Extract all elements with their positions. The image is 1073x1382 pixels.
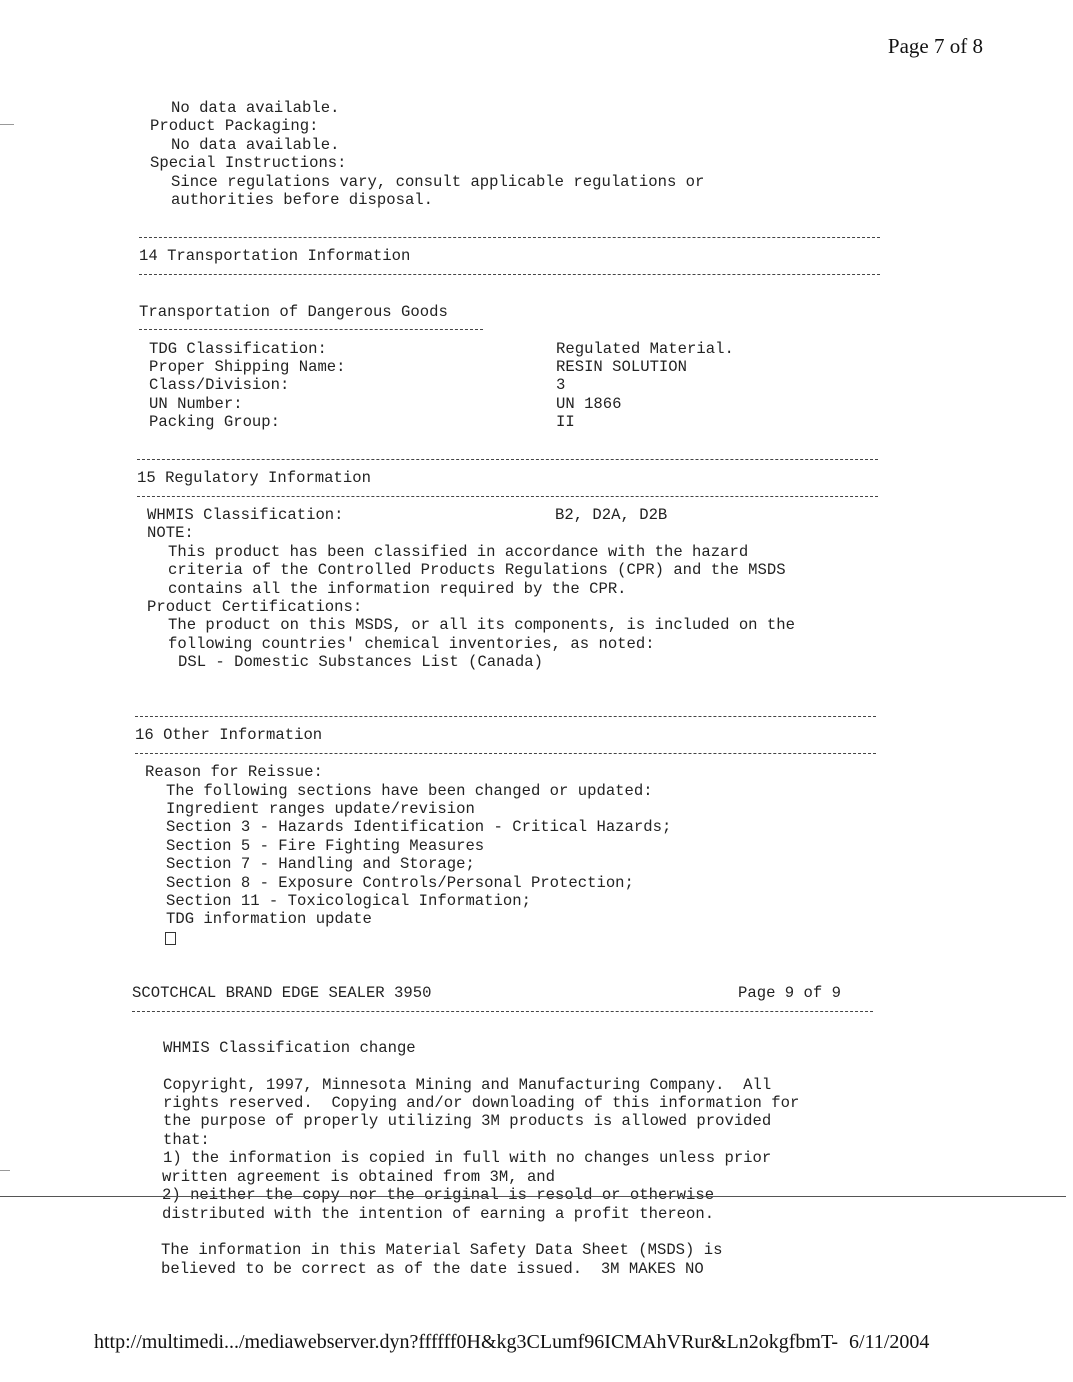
- copyright-line: 1) the information is copied in full with no changes unless prior: [163, 1149, 772, 1167]
- note-line: contains all the information required by the CPR.: [168, 580, 627, 598]
- margin-tick: [0, 124, 14, 125]
- instructions-line: authorities before disposal.: [171, 191, 434, 209]
- section-divider: [139, 237, 880, 238]
- reason-line: Section 11 - Toxicological Information;: [166, 892, 531, 910]
- reason-line: Section 7 - Handling and Storage;: [166, 855, 475, 873]
- section-14-heading: 14 Transportation Information: [139, 247, 411, 265]
- copyright-line: the purpose of properly utilizing 3M products is allowed provided: [163, 1112, 772, 1130]
- certifications-label: Product Certifications:: [147, 598, 363, 616]
- tdg-row-value: RESIN SOLUTION: [556, 358, 688, 376]
- tdg-row-label: UN Number:: [149, 395, 243, 413]
- whmis-value: B2, D2A, D2B: [555, 506, 668, 524]
- reason-line: The following sections have been changed or updated:: [166, 782, 653, 800]
- print-date: 6/11/2004: [849, 1331, 930, 1353]
- product-packaging-label: Product Packaging:: [150, 117, 319, 135]
- copyright-line: written agreement is obtained from 3M, and: [162, 1168, 556, 1186]
- footer-divider: [132, 1011, 873, 1012]
- section-divider: [139, 274, 880, 275]
- reason-label: Reason for Reissue:: [145, 763, 323, 781]
- section-divider: [137, 496, 878, 497]
- copyright-line: 2) neither the copy nor the original is resold or otherwise: [162, 1186, 715, 1204]
- section-divider: [135, 716, 876, 717]
- copyright-line: distributed with the intention of earning a profit thereon.: [162, 1205, 715, 1223]
- section-15-heading: 15 Regulatory Information: [137, 469, 371, 487]
- print-footer: [94, 1331, 929, 1354]
- certification-line: The product on this MSDS, or all its components, is included on the: [168, 616, 795, 634]
- tdg-row-value: UN 1866: [556, 395, 622, 413]
- note-label: NOTE:: [147, 524, 194, 542]
- section-divider: [137, 459, 878, 460]
- reason-line: Section 5 - Fire Fighting Measures: [166, 837, 485, 855]
- product-name: SCOTCHCAL BRAND EDGE SEALER 3950: [132, 984, 432, 1002]
- tdg-row-label: Class/Division:: [149, 376, 290, 394]
- tdg-subheading: Transportation of Dangerous Goods: [139, 303, 448, 321]
- tdg-row-value: II: [556, 413, 575, 431]
- msds-line: The information in this Material Safety Data Sheet (MSDS) is: [161, 1241, 723, 1259]
- certification-line: following countries' chemical inventories, as noted:: [168, 635, 655, 653]
- box-glyph-icon: [165, 932, 176, 945]
- copyright-line: Copyright, 1997, Minnesota Mining and Manufacturing Company. All: [163, 1076, 772, 1094]
- instructions-line: Since regulations vary, consult applicable regulations or: [171, 173, 705, 191]
- tdg-row-value: 3: [556, 376, 566, 394]
- inner-page-label: Page 9 of 9: [738, 984, 841, 1002]
- no-data-line: No data available.: [171, 99, 340, 117]
- dsl-line: DSL - Domestic Substances List (Canada): [178, 653, 543, 671]
- reason-line: Ingredient ranges update/revision: [166, 800, 475, 818]
- reason-line: Section 3 - Hazards Identification - Critical Hazards;: [166, 818, 672, 836]
- reason-line: TDG information update: [166, 910, 372, 928]
- tdg-row-label: Proper Shipping Name:: [149, 358, 346, 376]
- margin-tick: [0, 1170, 10, 1171]
- whmis-label: WHMIS Classification:: [147, 506, 344, 524]
- msds-line: believed to be correct as of the date issued. 3M MAKES NO: [161, 1260, 704, 1278]
- special-instructions-label: Special Instructions:: [150, 154, 347, 172]
- section-divider: [135, 753, 876, 754]
- note-line: This product has been classified in accordance with the hazard: [168, 543, 749, 561]
- copyright-line: that:: [163, 1131, 210, 1149]
- copyright-line: rights reserved. Copying and/or downloading of this information for: [163, 1094, 800, 1112]
- tdg-row-label: TDG Classification:: [149, 340, 327, 358]
- scan-line: [0, 1196, 1066, 1197]
- page-number: Page 7 of 8: [887, 34, 983, 58]
- subheading-underline: [139, 329, 483, 330]
- section-16-heading: 16 Other Information: [135, 726, 323, 744]
- note-line: criteria of the Controlled Products Regulations (CPR) and the MSDS: [168, 561, 786, 579]
- whmis-change-line: WHMIS Classification change: [163, 1039, 416, 1057]
- reason-line: Section 8 - Exposure Controls/Personal Protection;: [166, 874, 634, 892]
- no-data-line: No data available.: [171, 136, 340, 154]
- tdg-row-label: Packing Group:: [149, 413, 281, 431]
- tdg-row-value: Regulated Material.: [556, 340, 734, 358]
- source-url: http://multimedi.../mediawebserver.dyn?ffffff0H&kg3CLumf96ICMAhVRur&Ln2okgfbmT-: [94, 1331, 839, 1353]
